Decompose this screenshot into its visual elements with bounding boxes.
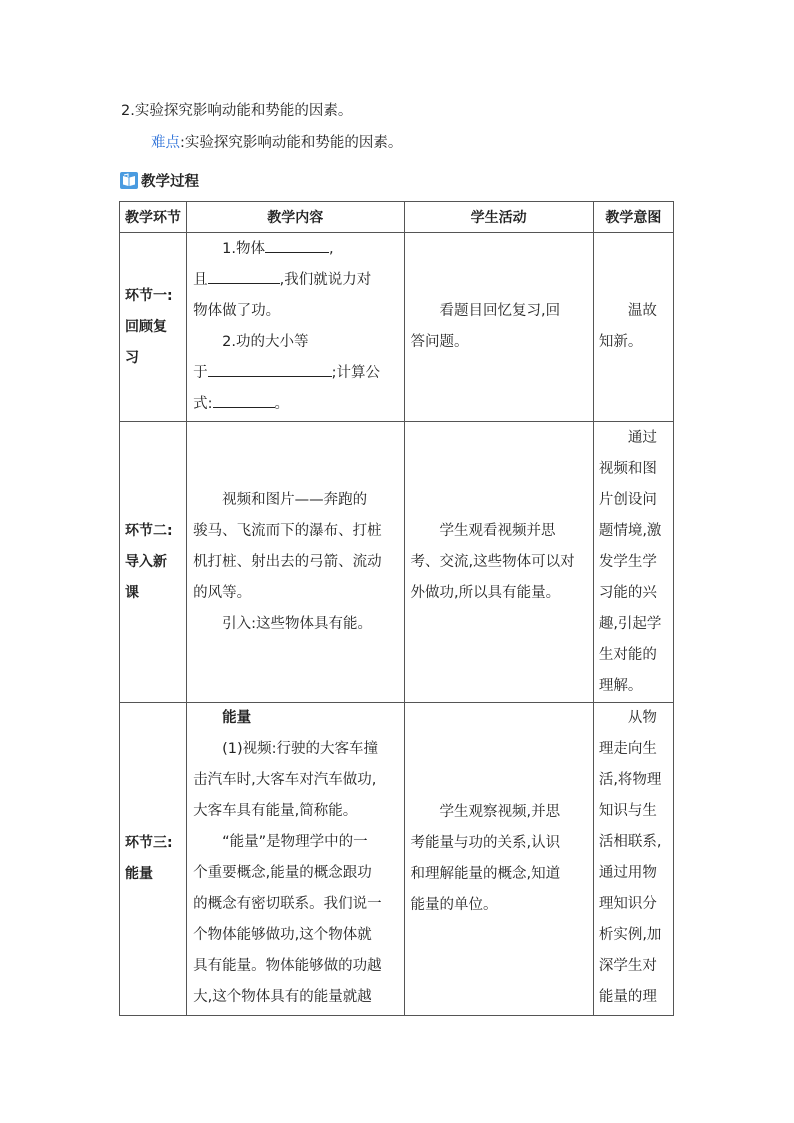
purpose-line: 知识与生 (598, 803, 657, 819)
difficulty-text: :实验探究影响动能和势能的因素。 (180, 135, 403, 151)
activity-line: 和理解能量的概念,知道 (410, 866, 561, 882)
purpose-line: 能量的理 (598, 989, 657, 1005)
fill-blank[interactable] (208, 360, 332, 377)
purpose-line: 片创设问 (598, 491, 657, 508)
content-line: (1)视频:行驶的大客车撞 (222, 741, 379, 757)
purpose-line: 从物 (627, 710, 657, 726)
purpose-line: 知新。 (598, 334, 643, 350)
fill-blank[interactable] (208, 267, 280, 284)
difficulty-label: 难点 (151, 135, 180, 151)
objective-line: 2.实验探究影响动能和势能的因素。 (121, 103, 353, 119)
stage-line: 导入新 (125, 553, 167, 570)
activity-line: 学生观看视频并思 (439, 522, 556, 539)
stage-line: 课 (125, 584, 139, 601)
table-row (120, 422, 674, 703)
section-title: 教学过程 (141, 173, 199, 190)
purpose-line: 趣,引起学 (598, 615, 662, 632)
stage-line: 环节二: (125, 522, 173, 539)
purpose-cell (593, 233, 673, 422)
activity-line: 答问题。 (410, 334, 469, 350)
content-line: 大,这个物体具有的能量就越 (193, 989, 372, 1005)
header-purpose: 教学意图 (593, 202, 673, 233)
activity-cell (404, 703, 593, 1016)
purpose-line: 析实例,加 (598, 927, 662, 943)
purpose-line: 通过 (627, 429, 657, 446)
content-line: “能量”是物理学中的一 (222, 834, 368, 850)
content-line: 的风等。 (193, 584, 252, 601)
activity-line: 能量的单位。 (410, 897, 498, 913)
stage-cell (120, 703, 187, 1016)
purpose-cell (593, 422, 673, 703)
fill-blank[interactable] (265, 236, 329, 253)
table-row (120, 233, 674, 422)
stage-line: 能量 (125, 866, 153, 882)
content-cell (187, 422, 404, 703)
purpose-cell (593, 703, 673, 1016)
purpose-line: 活,将物理 (598, 772, 662, 788)
activity-line: 看题目回忆复习,回 (439, 303, 561, 319)
purpose-line: 习能的兴 (598, 584, 657, 601)
section-heading (120, 170, 199, 190)
content-line: 大客车具有能量,简称能。 (193, 803, 358, 819)
purpose-line: 理走向生 (598, 741, 657, 757)
table-row (120, 703, 674, 1016)
header-stage: 教学环节 (120, 202, 187, 233)
purpose-line: 温故 (627, 303, 657, 319)
content-heading: 能量 (222, 710, 252, 726)
difficulty-line (151, 133, 402, 153)
content-line: 机打桩、射出去的弓箭、流动 (193, 553, 382, 570)
content-cell (187, 233, 404, 422)
content-cell (187, 703, 404, 1016)
content-line: 1.物体 , (193, 234, 397, 265)
content-line: 击汽车时,大客车对汽车做功, (193, 772, 377, 788)
content-line: 的概念有密切联系。我们说一 (193, 896, 382, 912)
content-line: 个物体能够做功,这个物体就 (193, 927, 372, 943)
stage-line: 习 (125, 349, 139, 366)
activity-line: 学生观察视频,并思 (439, 804, 561, 820)
header-activity: 学生活动 (404, 202, 593, 233)
header-content: 教学内容 (187, 202, 404, 233)
purpose-line: 通过用物 (598, 865, 657, 881)
purpose-line: 活相联系, (598, 834, 662, 850)
activity-line: 考、交流,这些物体可以对 (410, 553, 575, 570)
activity-line: 外做功,所以具有能量。 (410, 584, 561, 601)
purpose-line: 理解。 (598, 677, 643, 694)
book-icon (120, 172, 138, 189)
activity-cell (404, 233, 593, 422)
activity-cell (404, 422, 593, 703)
content-line: 引入:这些物体具有能。 (222, 615, 372, 632)
content-line: 且 ,我们就说力对 (193, 265, 397, 296)
stage-cell (120, 422, 187, 703)
content-line: 个重要概念,能量的概念跟功 (193, 865, 372, 881)
purpose-line: 理知识分 (598, 896, 657, 912)
content-line: 于 ;计算公 (193, 358, 397, 389)
fill-blank[interactable] (213, 391, 275, 408)
stage-cell (120, 233, 187, 422)
purpose-line: 深学生对 (598, 958, 657, 974)
content-line: 物体做了功。 (193, 303, 281, 319)
content-line: 视频和图片——奔跑的 (222, 491, 368, 508)
stage-line: 回顾复 (125, 318, 167, 335)
activity-line: 考能量与功的关系,认识 (410, 835, 561, 851)
purpose-line: 发学生学 (598, 553, 657, 570)
content-line: 具有能量。物体能够做的功越 (193, 958, 382, 974)
purpose-line: 题情境,激 (598, 522, 662, 539)
teaching-process-table (119, 201, 674, 1016)
content-line: 骏马、飞流而下的瀑布、打桩 (193, 522, 382, 539)
stage-line: 环节一: (125, 287, 173, 304)
stage-line: 环节三: (125, 835, 173, 851)
purpose-line: 生对能的 (598, 646, 657, 663)
content-line: 式: 。 (193, 389, 397, 420)
table-header-row (120, 202, 674, 233)
purpose-line: 视频和图 (598, 460, 657, 477)
content-line: 2.功的大小等 (222, 334, 309, 350)
